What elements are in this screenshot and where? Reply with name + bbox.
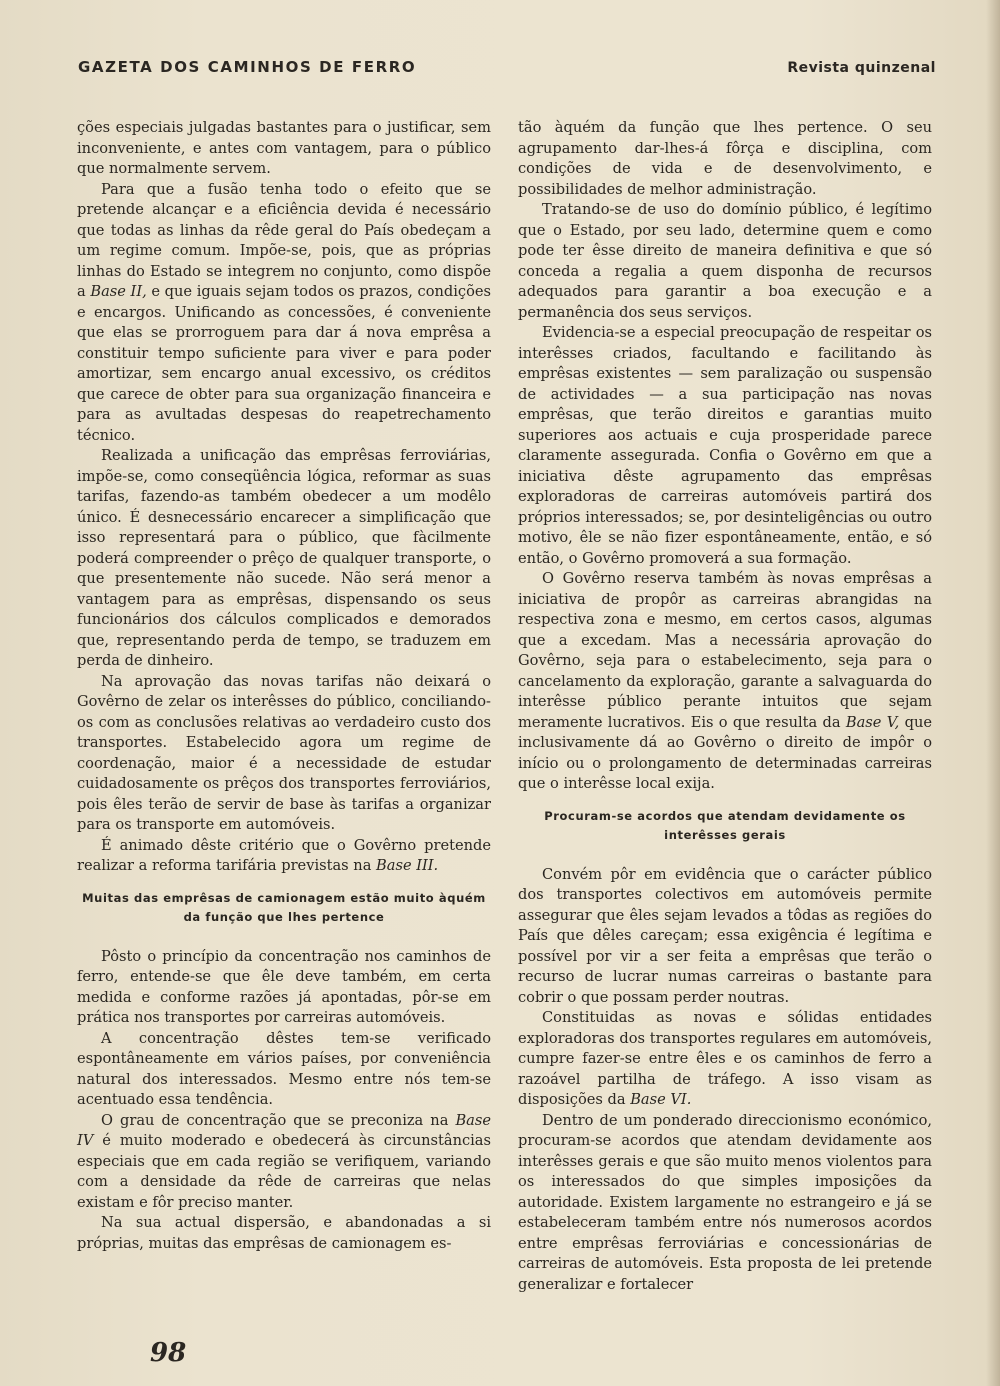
base-reference: Base III. xyxy=(376,857,439,874)
paragraph: O Govêrno reserva também às novas emprêsas a iniciativa de propôr as carreiras abrangidas na respectiva zona e mesmo, em certos casos, algumas que a excedam. Mas a necessária aprovação do Govêrno, seja para o estabelecimento, seja para o cancelamento da exploração, garante a salvaguarda do interêsse público perante intuitos que sejam meramente lucrativos. Eis o que resulta da Base V, que inclusivamente dá ao Govêrno o direito de impôr o início ou o prolongamento de determinadas carreiras que o interêsse local exija. xyxy=(518,570,932,792)
paragraph: Constituidas as novas e sólidas entidades exploradoras dos transportes regulares em automóveis, cumpre fazer-se entre êles e os caminhos de ferro a razoável partilha de tráfego. A isso visam as disposições da Base VI. xyxy=(518,1009,932,1108)
base-reference: Base V, xyxy=(845,713,900,731)
right-column xyxy=(518,118,932,1295)
left-column xyxy=(77,118,491,1254)
paragraph: Realizada a unificação das emprêsas ferroviárias, impõe-se, como conseqüência lógica, reformar as suas tarifas, fazendo-as também obedecer a um modêlo único. É desnecessário encarecer a simplificação que isso representará para o público, que fàcilmente poderá compreender o prêço de qualquer transporte, o que presentemente não sucede. Não será menor a vantagem para as emprêsas, dispensando os seus funcionários dos cálculos complicados e demorados que, representando perda de tempo, se traduzem em perda de dinheiro. xyxy=(77,447,491,669)
paragraph: Na sua actual dispersão, e abandonadas a si próprias, muitas das emprêsas de camionagem es- xyxy=(77,1214,491,1252)
publication-subtitle: Revista quinzenal xyxy=(787,60,936,76)
section-heading: Muitas das emprêsas de camionagem estão muito àquém da função que lhes pertence xyxy=(82,890,486,924)
paragraph: Convém pôr em evidência que o carácter público dos transportes colectivos em automóveis permite assegurar que êles sejam levados a tôdas as regiões do País que dêles careçam; essa exigência é legítima e possível por vir a ser feita a emprêsas que terão o recurso de lucrar numas carreiras o bastante para cobrir o que possam perder noutras. xyxy=(518,865,932,1006)
paragraph: Tratando-se de uso do domínio público, é legítimo que o Estado, por seu lado, determine quem e como pode ter êsse direito de maneira definitiva e que só conceda a regalia a quem disponha de recursos adequados para garantir a boa execução e a permanência dos seus serviços. xyxy=(518,201,932,321)
paragraph: O grau de concentração que se preconiza na Base IV é muito moderado e obedecerá às circunstâncias especiais que em cada região se verifiquem, variando com a densidade da rêde de carreiras que nelas existam e fôr preciso manter. xyxy=(77,1111,491,1211)
publication-title: GAZETA DOS CAMINHOS DE FERRO xyxy=(78,58,417,76)
base-reference: Base II, xyxy=(90,283,147,300)
spine-shadow xyxy=(986,0,1000,1386)
section-heading: Procuram-se acordos que atendam devidamente os interêsses gerais xyxy=(544,808,906,842)
paragraph: É animado dêste critério que o Govêrno pretende realizar a reforma tarifária previstas na Base III. xyxy=(77,836,491,874)
page-number: 98 xyxy=(150,1338,187,1368)
paragraph: Na aprovação das novas tarifas não deixará o Govêrno de zelar os interêsses do público, conciliando-os com as conclusões relativas ao verdadeiro custo dos transportes. Estabelecido agora um regime de coordenação, maior é a necessidade de estudar cuidadosamente os prêços dos transportes ferroviários, pois êles terão de servir de base às tarifas a organizar para os transporte em automóveis. xyxy=(77,672,491,833)
base-reference: Base IV xyxy=(77,1111,491,1149)
paragraph: Pôsto o princípio da concentração nos caminhos de ferro, entende-se que êle deve também, em certa medida e conforme razões já apontadas, pôr-se em prática nos transportes por carreiras automóveis. xyxy=(77,947,491,1026)
paragraph: Dentro de um ponderado direccionismo económico, procuram-se acordos que atendam devidamente aos interêsses gerais e que são muito menos violentos para os interessados do que simples imposições da autoridade. Existem largamente no estrangeiro e já se estabeleceram também entre nós numerosos acordos entre emprêsas ferroviárias e concessionárias de carreiras de automóveis. Esta proposta de lei pretende generalizar e fortalecer xyxy=(518,1111,932,1293)
paragraph: tão àquém da função que lhes pertence. O seu agrupamento dar-lhes-á fôrça e disciplina, com condições de vida e de desenvolvimento, e possibilidades de melhor administração. xyxy=(518,119,932,198)
base-reference: Base VI. xyxy=(630,1091,692,1108)
paragraph: Para que a fusão tenha todo o efeito que se pretende alcançar e a eficiência devida é necessário que todas as linhas da rêde geral do País obedeçam a um regime comum. Impõe-se, pois, que as próprias linhas do Estado se integrem no conjunto, como dispõe a Base II, e que iguais sejam todos os prazos, condições e encargos. Unificando as concessões, é conveniente que elas se prorroguem para dar á nova emprêsa a constituir tempo suficiente para viver e para poder amortizar, sem encargo anual excessivo, os créditos que carece de obter para sua organização financeira e para as avultadas despesas do reapetrechamento técnico. xyxy=(77,180,492,444)
paragraph: ções especiais julgadas bastantes para o justificar, sem inconveniente, e antes com vantagem, para o público que normalmente servem. xyxy=(77,119,491,177)
paragraph: A concentração dêstes tem-se verificado espontâneamente em vários países, por conveniência natural dos interessados. Mesmo entre nós tem-se acentuado essa tendência. xyxy=(77,1029,491,1108)
paragraph: Evidencia-se a especial preocupação de respeitar os interêsses criados, facultando e facilitando às emprêsas existentes — sem paralização ou suspensão de actividades — a sua participação nas novas emprêsas, que terão direitos e garantias muito superiores aos actuais e cuja prosperidade parece claramente assegurada. Confia o Govêrno em que a iniciativa dêste agrupamento das emprêsas exploradoras de carreiras automóveis partirá dos próprios interessados; se, por desinteligências ou outro motivo, êle se não fizer espontâneamente, então, e só então, o Govêrno promoverá a sua formação. xyxy=(518,324,932,567)
